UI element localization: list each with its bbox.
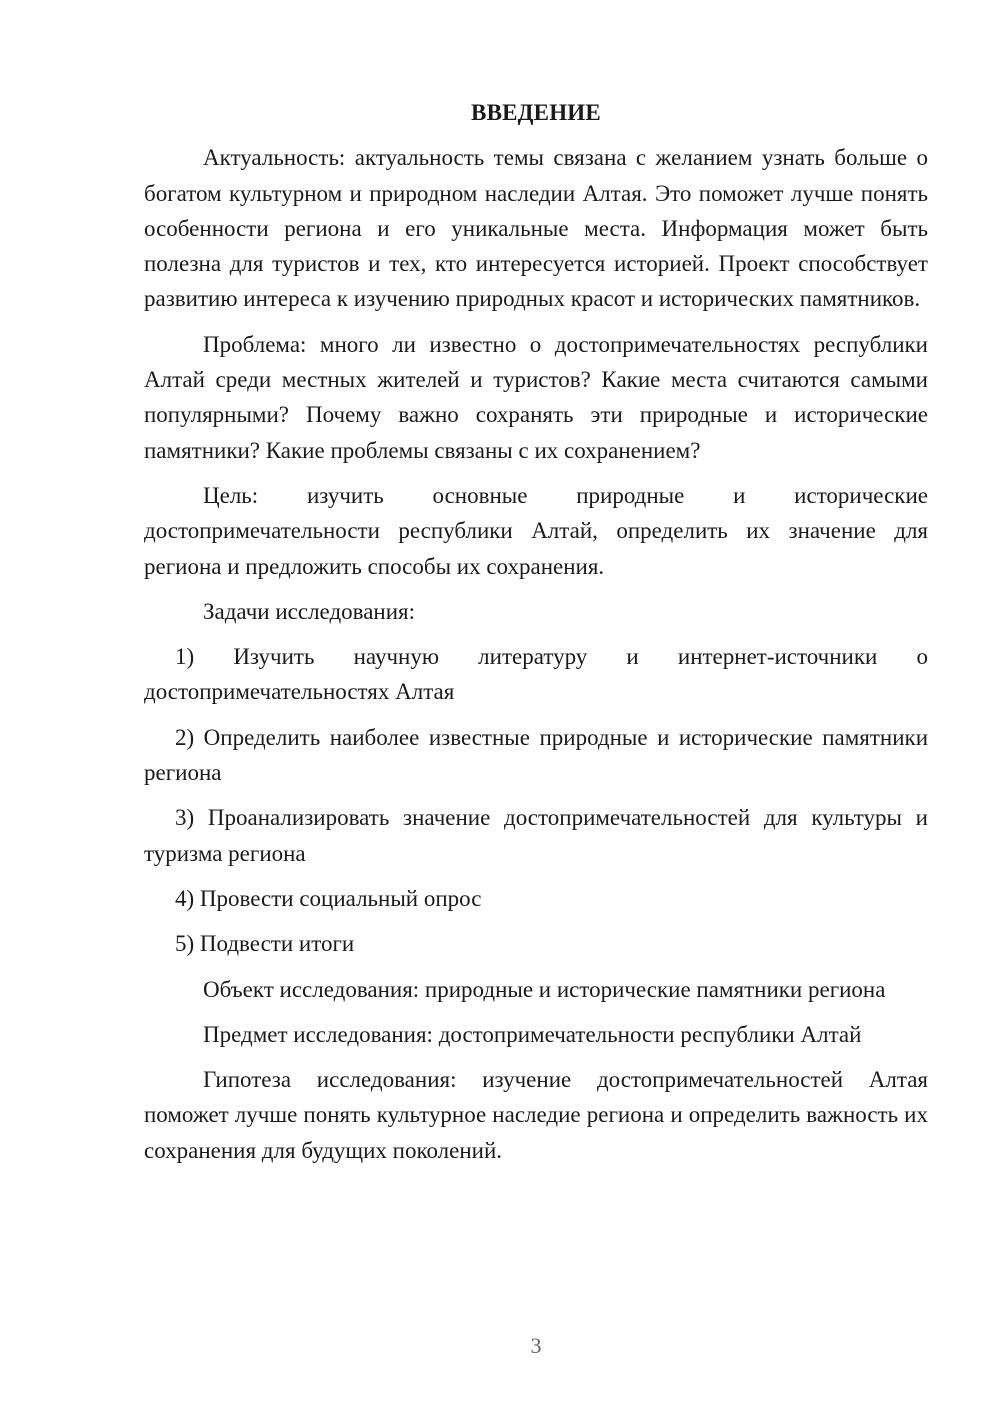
page-number: 3 (530, 1333, 542, 1358)
task-item-1: 1) Изучить научную литературу и интернет-источники о достопримечательностях Алтая (144, 644, 928, 705)
task-item-3: 3) Проанализировать значение достопримечательностей для культуры и туризма региона (144, 805, 928, 866)
object-paragraph: Объект исследования: природные и исторические памятники региона (203, 976, 886, 1002)
section-title: ВВЕДЕНИЕ (471, 100, 601, 125)
page-content (144, 95, 928, 1178)
tasks-heading: Задачи исследования: (203, 598, 416, 624)
task-item-5: 5) Подвести итоги (175, 931, 355, 957)
relevance-paragraph: Актуальность: актуальность темы связана с желанием узнать больше о богатом культурном и природном наследии Алтая. Это поможет лучше понять особенности региона и его уникальные места. Информация может быть полезна для туристов и тех, кто интересуется историей. Проект способствует развитию интереса к изучению природных красот и исторических памятников. (144, 145, 928, 312)
hypothesis-paragraph: Гипотеза исследования: изучение достопримечательностей Алтая поможет лучше понять культурное наследие региона и определить важность их сохранения для будущих поколений. (144, 1067, 928, 1163)
task-item-4: 4) Провести социальный опрос (175, 885, 482, 911)
subject-paragraph: Предмет исследования: достопримечательности республики Алтай (203, 1021, 862, 1047)
goal-paragraph: Цель: изучить основные природные и исторические достопримечательности республики Алтай, определить их значение для региона и предложить способы их сохранения. (144, 482, 928, 579)
task-item-2: 2) Определить наиболее известные природные и исторические памятники региона (144, 724, 928, 786)
problem-paragraph: Проблема: много ли известно о достопримечательностях республики Алтай среди местных жителей и туристов? Какие места считаются самыми популярными? Почему важно сохранять эти природные и исторические памятники? Какие проблемы связаны с их сохранением? (144, 331, 928, 463)
